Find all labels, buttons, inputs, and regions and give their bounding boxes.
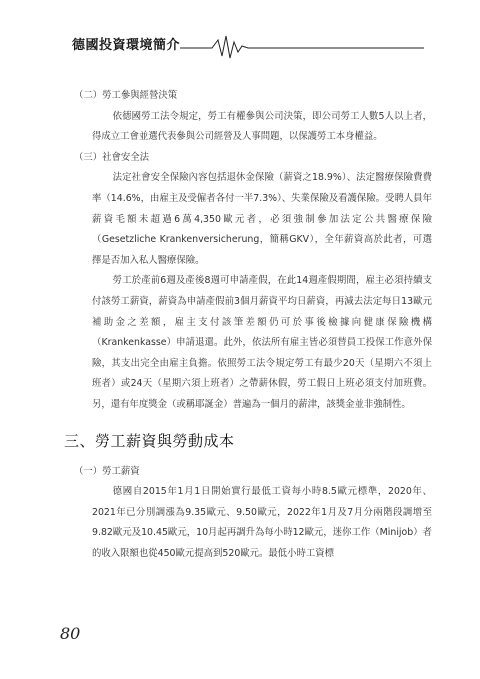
paragraph-minimum-wage: 德國自2015年1月1日開始實行最低工資每小時8.5歐元標準，2020年、2021年已分別調漲為9.35歐元、9.50歐元，2022年1月及7月分兩階段調增至9.82歐元及10.45歐元，10月起再調升為每小時12歐元，迷你工作（Minijob）者的收入限額也從450歐元提高到520歐元。最低小時工資標 <box>92 486 432 559</box>
page-number: 80 <box>60 624 81 643</box>
subsection-heading-2: （二）勞工參與經營決策 <box>74 90 178 101</box>
paragraph-social-insurance: 法定社會安全保險內容包括退休金保險（薪資之18.9%）、法定醫療保險費費率（14.6%，由雇主及受僱者各付一半7.3%）、失業保險及看護保險。受聘人員年薪資毛額未超過6萬4,350歐元者，必須強制參加法定公共醫療保險（Gesetzliche Krankenversicherung，簡稱GKV），全年薪資高於此者，可選擇是否加入私人醫療保險。 <box>92 172 432 266</box>
paragraph-maternity-leave: 勞工於產前6週及產後8週可申請產假，在此14週產假期間，雇主必須持續支付該勞工薪資，薪資為申請產假前3個月薪資平均日薪資，再減去法定每日13歐元補助金之差額，雇主支付該筆差額仍可於事後檢據向健康保險機構（Krankenkasse）申請退還。此外，依法所有雇主皆必須替員工投保工作意外保險，其支出完全由雇主負擔。依照勞工法令規定勞工有最少20天（星期六不須上班者）或24天（星期六須上班者）之帶薪休假，勞工假日上班必須支付加班費。另，還有年度獎金（或稱耶誕金）普遍為一個月的薪津，該獎金並非強制性。 <box>92 275 432 410</box>
subsection-heading-3: （三）社會安全法 <box>74 151 150 163</box>
section-title-3: 三、勞工薪資與勞動成本 <box>64 431 235 450</box>
page-body <box>64 86 432 564</box>
running-header <box>72 30 424 60</box>
subsection-heading-wages: （一）勞工薪資 <box>74 465 140 477</box>
header-title: 德國投資環境簡介 <box>72 38 181 53</box>
paragraph-labor-participation: 依德國勞工法令規定，勞工有權參與公司決策，即公司勞工人數5人以上者，得成立工會並選代表參與公司經營及人事問題，以保護勞工本身權益。 <box>92 110 432 143</box>
